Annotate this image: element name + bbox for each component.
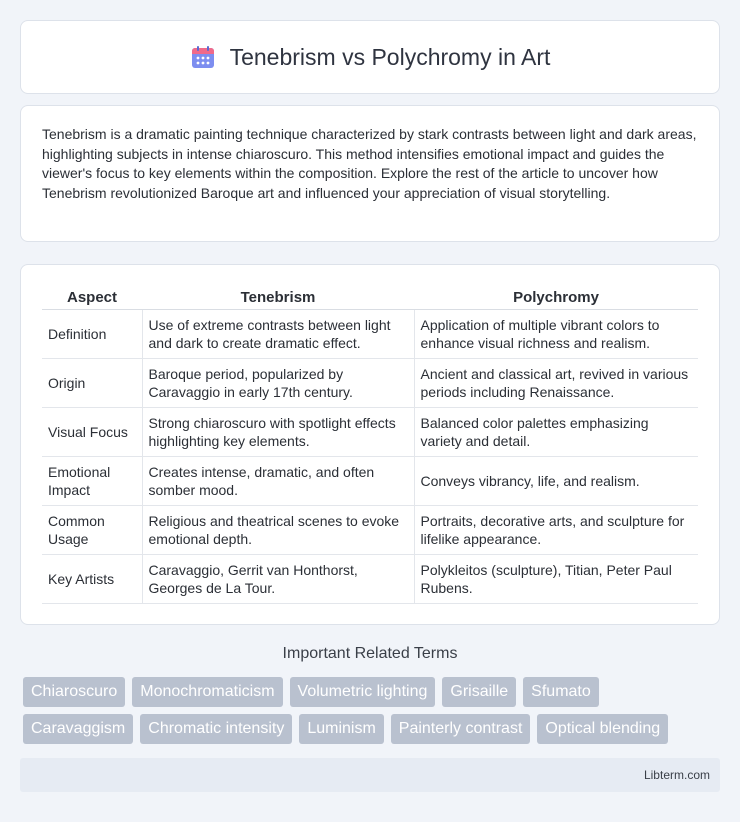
tag-luminism[interactable]: Luminism — [299, 714, 383, 744]
polychromy-cell: Application of multiple vibrant colors to enhance visual richness and realism. — [414, 309, 698, 358]
polychromy-cell: Polykleitos (sculpture), Titian, Peter Paul Rubens. — [414, 554, 698, 603]
table-row — [42, 309, 698, 358]
tenebrism-cell: Use of extreme contrasts between light and dark to create dramatic effect. — [142, 309, 414, 358]
table-header-row — [42, 285, 698, 309]
tag-caravaggism[interactable]: Caravaggism — [23, 714, 133, 744]
table-row — [42, 456, 698, 505]
tag-sfumato[interactable]: Sfumato — [523, 677, 599, 707]
table-row — [42, 505, 698, 554]
header-aspect: Aspect — [42, 285, 142, 309]
table-row — [42, 358, 698, 407]
table-row — [42, 554, 698, 603]
polychromy-cell: Balanced color palettes emphasizing variety and detail. — [414, 407, 698, 456]
tag-chromatic-intensity[interactable]: Chromatic intensity — [140, 714, 292, 744]
tag-volumetric-lighting[interactable]: Volumetric lighting — [290, 677, 436, 707]
aspect-cell: Visual Focus — [42, 407, 142, 456]
header-card — [20, 20, 720, 94]
polychromy-cell: Ancient and classical art, revived in various periods including Renaissance. — [414, 358, 698, 407]
footer-bar — [20, 758, 720, 792]
tenebrism-cell: Baroque period, popularized by Caravaggio in early 17th century. — [142, 358, 414, 407]
aspect-cell: Definition — [42, 309, 142, 358]
title-wrap — [190, 44, 551, 71]
intro-card — [20, 105, 720, 242]
aspect-cell: Origin — [42, 358, 142, 407]
table-row — [42, 407, 698, 456]
related-terms-title: Important Related Terms — [282, 645, 458, 662]
tag-row — [23, 677, 723, 707]
comparison-table — [42, 285, 698, 604]
footer-site-link[interactable]: Libterm.com — [643, 768, 710, 782]
header-polychromy: Polychromy — [414, 285, 698, 309]
page-title: Tenebrism vs Polychromy in Art — [229, 43, 551, 70]
tag-row — [23, 714, 723, 744]
aspect-cell: Emotional Impact — [42, 456, 142, 505]
related-terms-tags — [23, 677, 723, 751]
tenebrism-cell: Strong chiaroscuro with spotlight effects highlighting key elements. — [142, 407, 414, 456]
intro-paragraph: Tenebrism is a dramatic painting technique characterized by stark contrasts between light and dark areas, highlighting subjects in intense chiaroscuro. This method intensifies emotional impact and guides the viewer's focus to key elements within the composition. Explore the rest of the article to uncover how Tenebrism revolutionized Baroque art and influenced your appreciation of visual storytelling. — [42, 126, 697, 201]
polychromy-cell: Conveys vibrancy, life, and realism. — [414, 456, 698, 505]
tenebrism-cell: Caravaggio, Gerrit van Honthorst, Georges de La Tour. — [142, 554, 414, 603]
comparison-card — [20, 264, 720, 625]
aspect-cell: Key Artists — [42, 554, 142, 603]
tenebrism-cell: Religious and theatrical scenes to evoke emotional depth. — [142, 505, 414, 554]
tenebrism-cell: Creates intense, dramatic, and often somber mood. — [142, 456, 414, 505]
tag-grisaille[interactable]: Grisaille — [442, 677, 516, 707]
tag-painterly-contrast[interactable]: Painterly contrast — [391, 714, 531, 744]
tag-optical-blending[interactable]: Optical blending — [537, 714, 668, 744]
calendar-grid-icon — [190, 44, 216, 70]
aspect-cell: Common Usage — [42, 505, 142, 554]
header-tenebrism: Tenebrism — [142, 285, 414, 309]
tag-chiaroscuro[interactable]: Chiaroscuro — [23, 677, 125, 707]
polychromy-cell: Portraits, decorative arts, and sculpture for lifelike appearance. — [414, 505, 698, 554]
tag-monochromaticism[interactable]: Monochromaticism — [132, 677, 282, 707]
